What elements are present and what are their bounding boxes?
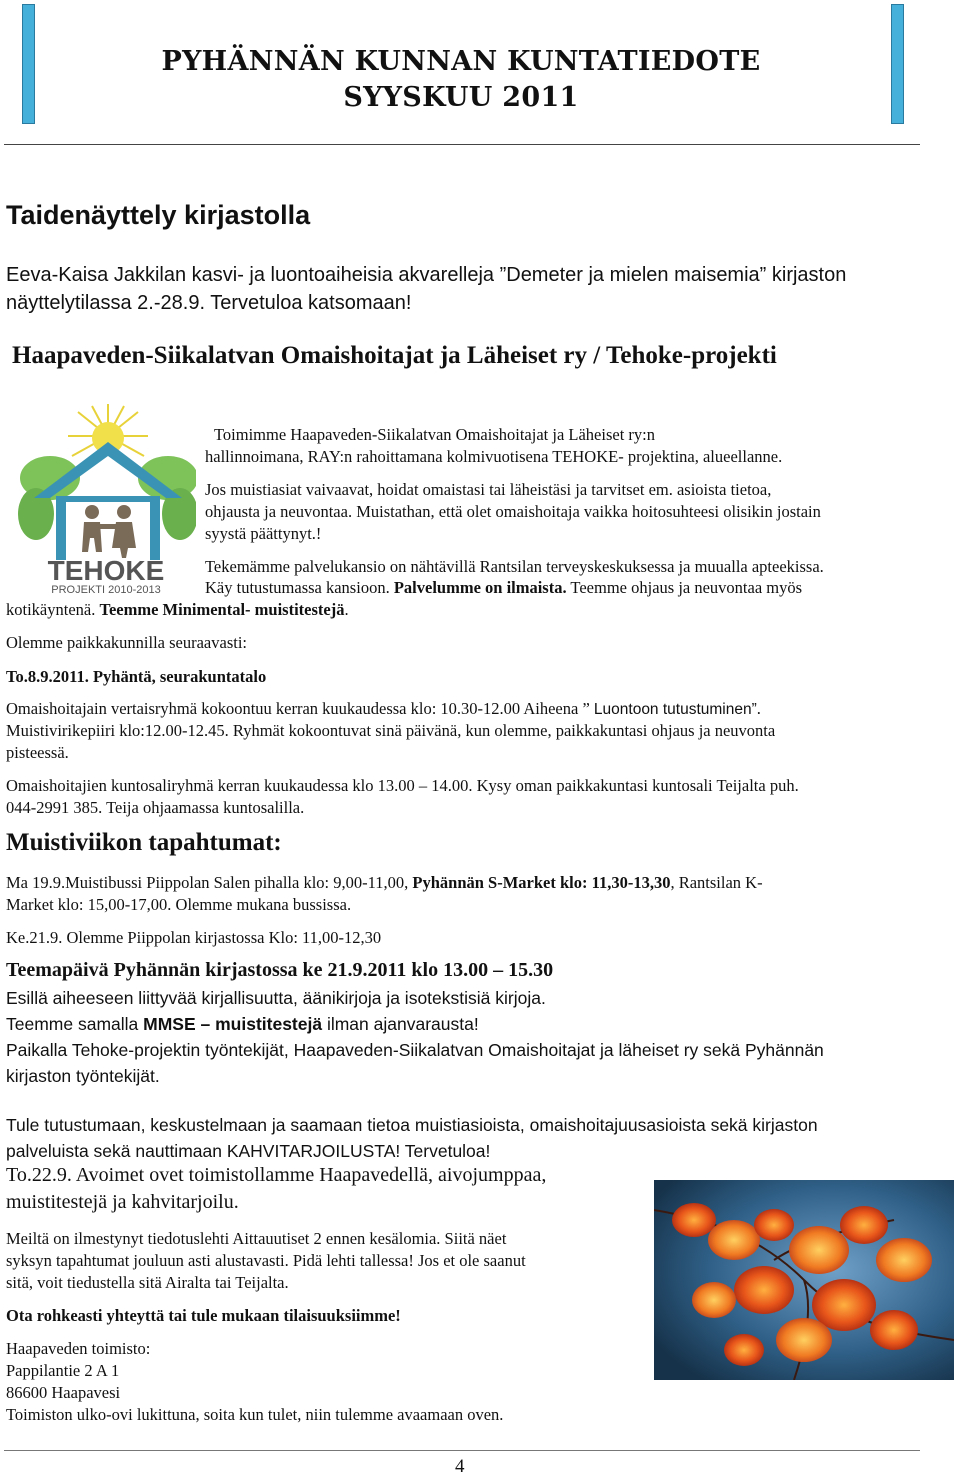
s3-theme-line2c: ilman ajanvarausta! [322, 1014, 479, 1034]
footer-rule [4, 1450, 920, 1451]
s2-p4-line1 [6, 698, 761, 721]
s3-news-line3: sitä, voit tiedustella sitä Airalta tai Teijalta. [6, 1273, 289, 1292]
s3-ma-line1c: , Rantsilan K- [670, 873, 763, 892]
s3-office-street: Pappilantie 2 A 1 [6, 1361, 120, 1380]
s3-theme-line2 [6, 1011, 479, 1037]
s2-p2-line1: Jos muistiasiat vaivaavat, hoidat omaistasi tai läheistäsi ja tarvitset em. asioista tietoa, [205, 480, 772, 499]
s3-invite-line1: Tule tutustumaan, keskustelmaan ja saamaan tietoa muistiasioista, omaishoitajuusasioista sekä kirjaston [6, 1115, 818, 1135]
autumn-leaves-photo-icon [654, 1180, 954, 1380]
section-heading-muistiviikko: Muistiviikon tapahtumat: [6, 829, 282, 856]
s2-p3-line3c: . [344, 600, 349, 619]
s3-theme-line2a: Teemme samalla [6, 1014, 144, 1034]
s2-p4-line3: pisteessä. [6, 743, 69, 762]
s2-p2-line2: ohjausta ja neuvontaa. Muistathan, että olet omaishoitaja vaikka hoitosuhteesi olisikin jostain [205, 502, 821, 521]
s2-p4-line1b: Luontoon tutustuminen” [593, 701, 757, 718]
header-title-line1: PYHÄNNÄN KUNNAN KUNTATIEDOTE [161, 46, 761, 77]
s3-theme-line4: kirjaston työntekijät. [6, 1066, 160, 1086]
s2-p3-line2c: Teemme ohjaus ja neuvontaa myös [566, 578, 803, 597]
s2-p5-line2: 044-2991 385. Teija ohjaamassa kuntosalilla. [6, 798, 305, 817]
tehoke-logo-text: TEHOKE [47, 555, 165, 586]
s3-ma-line1 [6, 872, 763, 894]
s2-p3-line1: Tekemämme palvelukansio on nähtävillä Rantsilan terveyskeskuksessa ja muualla apteekissa. [205, 557, 824, 576]
section-heading-taidenayttely: Taidenäyttely kirjastolla [6, 200, 311, 230]
tehoke-logo [16, 402, 196, 596]
s3-to-line2: muistitestejä ja kahvitarjoilu. [6, 1191, 239, 1213]
s2-p4-line1a: Omaishoitajain vertaisryhmä kokoontuu kerran kuukaudessa klo: 10.30-12.00 Aiheena ” [6, 699, 594, 718]
s2-p4-line2: Muistivirikepiiri klo:12.00-12.45. Ryhmät kokoontuvat sinä päivänä, kun olemme, paikkakuntasi ohjaus ja neuvonta [6, 721, 776, 740]
s2-p2-line3: syystä päättynyt.! [205, 524, 322, 543]
s2-p4-line1c: . [756, 699, 761, 718]
tehoke-logo-subtext: PROJEKTI 2010-2013 [51, 584, 161, 596]
s2-p3-line2a: Käy tutustumassa kansioon. [205, 578, 394, 597]
tehoke-logo-icon [16, 402, 196, 596]
s2-p3-line3 [6, 599, 349, 621]
autumn-leaves-photo [654, 1180, 954, 1380]
s2-date-place: To.8.9.2011. Pyhäntä, seurakuntatalo [6, 667, 267, 686]
header-rule [4, 144, 920, 145]
header-title-line2: SYYSKUU 2011 [343, 82, 579, 113]
s3-news-line2: syksyn tapahtumat jouluun asti alustavasti. Pidä lehti tallessa! Jos et ole saanut [6, 1251, 526, 1270]
section-heading-omaishoitajat: Haapaveden-Siikalatvan Omaishoitajat ja Läheiset ry / Tehoke-projekti [12, 342, 777, 369]
s3-ma-line2: Market klo: 15,00-17,00. Olemme mukana bussissa. [6, 895, 352, 914]
s2-p3-line2 [205, 577, 802, 599]
s3-ma-line1a: Ma 19.9.Muistibussi Piippolan Salen pihalla klo: 9,00-11,00, [6, 873, 413, 892]
s3-office-label: Haapaveden toimisto: [6, 1339, 151, 1358]
s2-p1-line1: Toimimme Haapaveden-Siikalatvan Omaishoitajat ja Läheiset ry:n [214, 425, 655, 444]
s2-p5-line1: Omaishoitajien kuntosaliryhmä kerran kuukaudessa klo 13.00 – 14.00. Kysy oman paikkakuntasi kuntosali Teijalta puh. [6, 776, 799, 795]
section1-line1: Eeva-Kaisa Jakkilan kasvi- ja luontoaiheisia akvarelleja ”Demeter ja mielen maisemia” kirjaston [6, 264, 847, 286]
s2-places-intro: Olemme paikkakunnilla seuraavasti: [6, 633, 248, 652]
s2-p3-line3a: kotikäyntenä. [6, 600, 100, 619]
s3-theme-line2b: MMSE – muistitestejä [143, 1014, 323, 1034]
s3-contact-bold: Ota rohkeasti yhteyttä tai tule mukaan tilaisuuksiimme! [6, 1306, 401, 1325]
s3-theme-line3: Paikalla Tehoke-projektin työntekijät, Haapaveden-Siikalatvan Omaishoitajat ja läheiset ry sekä Pyhännän [6, 1040, 824, 1060]
s2-p3-line3b: Teemme Minimental- muistitestejä [99, 600, 345, 619]
s3-theme-line1: Esillä aiheeseen liittyvää kirjallisuutta, äänikirjoja ja isotekstisiä kirjoja. [6, 988, 546, 1008]
s3-office-note: Toimiston ulko-ovi lukittuna, soita kun tulet, niin tulemme avaamaan oven. [6, 1405, 504, 1424]
s3-invite-line2: palveluista sekä nauttimaan KAHVITARJOILUSTA! Tervetuloa! [6, 1141, 491, 1161]
s3-news-line1: Meiltä on ilmestynyt tiedotuslehti Aittauutiset 2 ennen kesälomia. Siitä näet [6, 1229, 507, 1248]
s3-ke: Ke.21.9. Olemme Piippolan kirjastossa Klo: 11,00-12,30 [6, 928, 382, 947]
s3-ma-line1b: Pyhännän S-Market klo: 11,30-13,30 [412, 873, 671, 892]
section1-line2: näyttelytilassa 2.-28.9. Tervetuloa katsomaan! [6, 292, 412, 314]
page-number: 4 [455, 1456, 465, 1477]
s2-p3-line2b: Palvelumme on ilmaista. [393, 578, 567, 597]
s2-p1-line2: hallinnoimana, RAY:n rahoittamana kolmivuotisena TEHOKE- projektina, alueellanne. [205, 447, 783, 466]
s3-to-line1: To.22.9. Avoimet ovet toimistollamme Haapavedellä, aivojumppaa, [6, 1164, 547, 1186]
s3-theme-heading: Teemapäivä Pyhännän kirjastossa ke 21.9.2011 klo 13.00 – 15.30 [6, 959, 554, 981]
s3-office-city: 86600 Haapavesi [6, 1383, 121, 1402]
